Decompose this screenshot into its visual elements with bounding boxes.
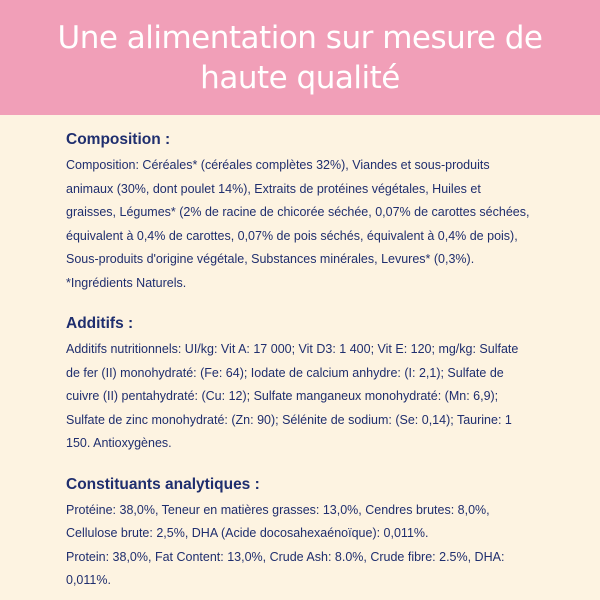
content bbox=[0, 115, 600, 593]
header-banner bbox=[0, 0, 600, 115]
page-title: Une alimentation sur mesure de haute qualité bbox=[57, 19, 543, 96]
constituants-text-fr: Protéine: 38,0%, Teneur en matières grasses: 13,0%, Cendres brutes: 8,0%, Cellulose brute: 2,5%, DHA (Acide docosahexaénoïque): 0,011%. bbox=[66, 502, 490, 540]
constituants-heading: Constituants analytiques : bbox=[66, 475, 260, 493]
constituants-text-en: Protein: 38,0%, Fat Content: 13,0%, Crude Ash: 8.0%, Crude fibre: 2.5%, DHA: 0,011%. bbox=[66, 549, 505, 587]
additifs-heading: Additifs : bbox=[66, 315, 134, 332]
composition-section bbox=[66, 131, 534, 295]
constituants-section bbox=[66, 476, 534, 593]
additifs-section bbox=[66, 315, 534, 456]
composition-text: Composition: Céréales* (céréales complètes 32%), Viandes et sous-produits animaux (30%, dont poulet 14%), Extraits de protéines végétales, Huiles et graisses, Légumes* (2% de racine de chicorée séchée, 0,07% de carottes séchées, équivalent à 0,4% de carottes, 0,07% de pois séchés, équivalent à 0,4% de pois), Sous-produits d'origine végétale, Substances minérales, Levures* (0,3%). bbox=[66, 158, 530, 266]
additifs-text: Additifs nutritionnels: UI/kg: Vit A: 17 000; Vit D3: 1 400; Vit E: 120; mg/kg: Sulfate de fer (II) monohydraté: (Fe: 64); Iodate de calcium anhydre: (I: 2,1); Sulfate de cuivre (II) pentahydraté: (Cu: 12); Sulfate manganeux monohydraté: (Mn: 6,9); Sulfate de zinc monohydraté: (Zn: 90); Sélénite de sodium: (Se: 0,14); Taurine: 1 150. Antioxygènes. bbox=[66, 342, 519, 450]
composition-note: *Ingrédients Naturels. bbox=[66, 275, 187, 290]
composition-heading: Composition : bbox=[66, 131, 171, 148]
